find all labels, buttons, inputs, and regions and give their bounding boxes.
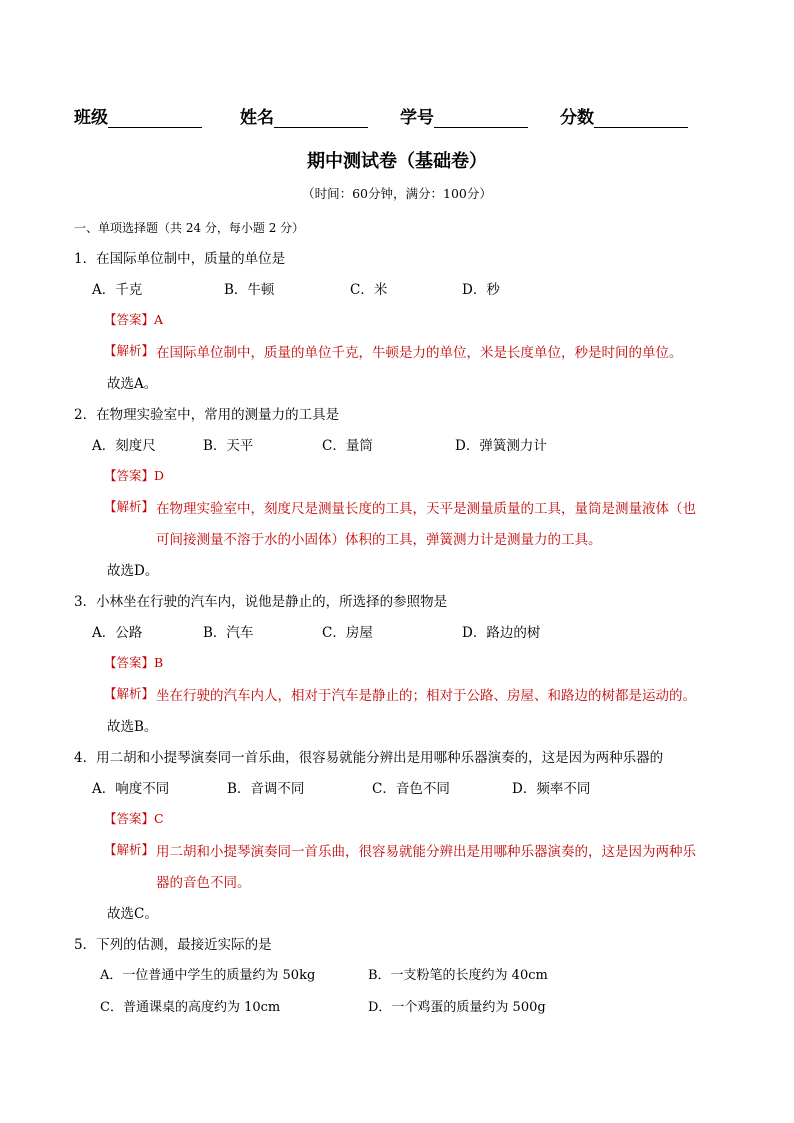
score-blank[interactable] bbox=[594, 109, 688, 128]
option: C．普通课桌的高度约为 10cm bbox=[100, 1000, 281, 1015]
analysis-tag: 【解析】 bbox=[104, 343, 155, 358]
score-label: 分数 bbox=[560, 108, 594, 128]
name-blank[interactable] bbox=[274, 109, 368, 128]
option: B．汽车 bbox=[203, 625, 254, 641]
answer-value: D bbox=[154, 468, 165, 483]
analysis-text: 在物理实验室中，刻度尺是测量长度的工具，天平是测量质量的工具，量筒是测量液体（也 bbox=[156, 501, 696, 517]
id-blank[interactable] bbox=[434, 109, 528, 128]
section-heading: 一、单项选择题（共 24 分，每小题 2 分） bbox=[74, 221, 305, 235]
analysis-text: 坐在行驶的汽车内人，相对于汽车是静止的；相对于公路、房屋、和路边的树都是运动的。 bbox=[156, 688, 696, 704]
score-field bbox=[560, 103, 688, 128]
question-stem: 5．下列的估测，最接近实际的是 bbox=[74, 937, 272, 953]
option: C．房屋 bbox=[322, 625, 373, 641]
answer-row bbox=[104, 653, 163, 671]
class-field bbox=[74, 103, 202, 128]
option: A．公路 bbox=[92, 625, 143, 641]
analysis-tag: 【解析】 bbox=[104, 686, 155, 701]
page-title: 期中测试卷（基础卷） bbox=[307, 151, 487, 172]
option: D．频率不同 bbox=[512, 781, 591, 797]
question-stem: 2．在物理实验室中，常用的测量力的工具是 bbox=[74, 407, 340, 423]
option: C．量筒 bbox=[322, 438, 373, 454]
name-field bbox=[240, 103, 368, 128]
option: A．一位普通中学生的质量约为 50kg bbox=[100, 968, 316, 983]
option: D．秒 bbox=[462, 282, 500, 298]
answer-tag: 【答案】 bbox=[104, 468, 155, 483]
option: B．天平 bbox=[203, 438, 254, 454]
answer-tag: 【答案】 bbox=[104, 811, 155, 826]
option: C．音色不同 bbox=[372, 781, 450, 797]
conclusion: 故选C。 bbox=[107, 906, 158, 922]
page-subtitle: （时间：60分钟，满分：100分） bbox=[302, 186, 492, 201]
option: D．一个鸡蛋的质量约为 500g bbox=[368, 1000, 546, 1015]
id-field bbox=[400, 103, 528, 128]
answer-tag: 【答案】 bbox=[104, 312, 155, 327]
class-label: 班级 bbox=[74, 108, 108, 128]
option: B．音调不同 bbox=[227, 781, 305, 797]
answer-tag: 【答案】 bbox=[104, 655, 155, 670]
question-stem: 3．小林坐在行驶的汽车内，说他是静止的，所选择的参照物是 bbox=[74, 594, 448, 610]
analysis-text: 用二胡和小提琴演奏同一首乐曲，很容易就能分辨出是用哪种乐器演奏的，这是因为两种乐 bbox=[156, 844, 696, 860]
analysis-tag: 【解析】 bbox=[104, 842, 155, 857]
class-blank[interactable] bbox=[108, 109, 202, 128]
answer-value: B bbox=[154, 655, 164, 670]
analysis-text: 器的音色不同。 bbox=[156, 875, 251, 891]
answer-value: A bbox=[154, 312, 164, 327]
answer-row bbox=[104, 310, 163, 328]
id-label: 学号 bbox=[400, 108, 434, 128]
option: B．牛顿 bbox=[224, 282, 275, 298]
option: A．响度不同 bbox=[92, 781, 170, 797]
question-stem: 1．在国际单位制中，质量的单位是 bbox=[74, 251, 286, 267]
conclusion: 故选D。 bbox=[107, 563, 159, 579]
conclusion: 故选A。 bbox=[107, 376, 158, 392]
option: C．米 bbox=[350, 282, 388, 298]
name-label: 姓名 bbox=[240, 108, 274, 128]
analysis-tag: 【解析】 bbox=[104, 499, 155, 514]
option: A．刻度尺 bbox=[92, 438, 156, 454]
option: A．千克 bbox=[92, 282, 143, 298]
analysis-text: 可间接测量不溶于水的小固体）体积的工具，弹簧测力计是测量力的工具。 bbox=[156, 532, 602, 548]
answer-row bbox=[104, 466, 164, 484]
option: D．路边的树 bbox=[462, 625, 541, 641]
conclusion: 故选B。 bbox=[107, 719, 158, 735]
analysis-text: 在国际单位制中，质量的单位千克，牛顿是力的单位，米是长度单位，秒是时间的单位。 bbox=[156, 345, 683, 361]
answer-row bbox=[104, 809, 164, 827]
option: B．一支粉笔的长度约为 40cm bbox=[368, 968, 548, 983]
answer-value: C bbox=[154, 811, 164, 826]
option: D．弹簧测力计 bbox=[455, 438, 547, 454]
question-stem: 4．用二胡和小提琴演奏同一首乐曲，很容易就能分辨出是用哪种乐器演奏的，这是因为两种乐器的 bbox=[74, 750, 664, 766]
